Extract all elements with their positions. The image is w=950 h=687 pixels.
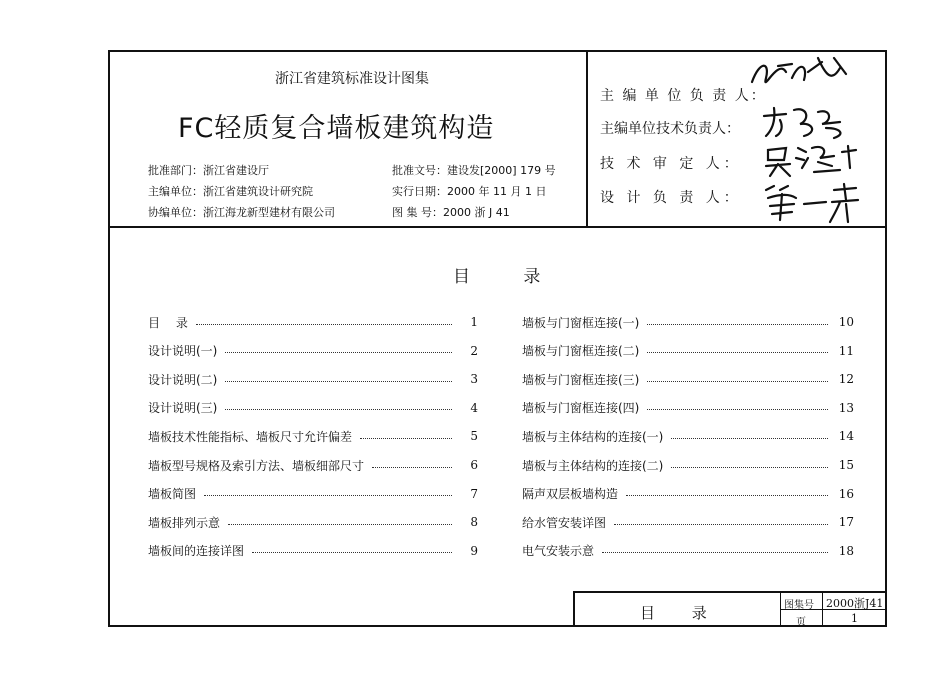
- toc-entry: [148, 484, 478, 504]
- toc-entry-label: 设计说明(三): [148, 401, 218, 416]
- toc-entry-label: 墙板技术性能指标、墙板尺寸允许偏差: [148, 429, 353, 444]
- effective-date: 实行日期：2000 年 11 月 1 日: [392, 185, 547, 198]
- toc-entry-page: 14: [838, 429, 854, 444]
- toc-leader-dots: [671, 467, 828, 468]
- toc-entry: [148, 512, 478, 532]
- toc-entry-label: 目 录: [148, 315, 188, 330]
- toc-entry: [522, 369, 854, 389]
- signature-chief-tech-head: [760, 98, 860, 140]
- toc-entry: [522, 341, 854, 361]
- toc-entry: [522, 484, 854, 504]
- toc-entry-label: 墙板与门窗框连接(三): [522, 372, 640, 387]
- toc-leader-dots: [614, 524, 828, 525]
- toc-leader-dots: [225, 381, 452, 382]
- toc-entry-page: 6: [470, 458, 478, 472]
- toc-entry-label: 墙板间的连接详图: [148, 544, 245, 559]
- toc-leader-dots: [372, 467, 452, 468]
- toc-entry: [522, 398, 854, 418]
- toc-leader-dots: [647, 409, 828, 410]
- toc-entry-label: 电气安装示意: [522, 544, 595, 559]
- chief-unit-head-label: 主 编 单 位 负 责 人：: [600, 88, 767, 104]
- toc-entry-label: 墙板与门窗框连接(二): [522, 344, 640, 359]
- atlas-number: 图 集 号：2000 浙 J 41: [392, 206, 510, 219]
- header-vertical-divider: [586, 50, 588, 227]
- toc-entry: [148, 541, 478, 561]
- toc-entry-label: 墙板与主体结构的连接(一): [522, 429, 664, 444]
- toc-entry-page: 10: [838, 315, 854, 329]
- approval-department: 批准部门：浙江省建设厅: [148, 164, 269, 177]
- toc-entry-page: 11: [838, 343, 854, 358]
- title-block-sheet-title: 目 录: [640, 604, 707, 622]
- toc-entry-page: 3: [470, 372, 478, 387]
- toc-title: 目 录: [453, 267, 541, 287]
- toc-entry-page: 15: [838, 458, 854, 472]
- page-value: 1: [851, 612, 858, 625]
- toc-entry-label: 隔声双层板墙构造: [522, 487, 619, 502]
- toc-entry-label: 墙板与主体结构的连接(二): [522, 458, 664, 473]
- editor-unit: 主编单位：浙江省建筑设计研究院: [148, 185, 313, 198]
- atlas-no-label: 图集号: [784, 600, 814, 611]
- atlas-no-value: 2000浙J41: [826, 597, 884, 610]
- toc-entry-page: 1: [470, 315, 478, 329]
- toc-entry: [148, 341, 478, 361]
- toc-leader-dots: [225, 409, 452, 410]
- toc-entry-page: 13: [838, 400, 854, 415]
- toc-leader-dots: [647, 352, 828, 353]
- series-title: 浙江省建筑标准设计图集: [275, 71, 429, 87]
- toc-leader-dots: [602, 552, 828, 553]
- toc-entry-page: 5: [470, 429, 478, 444]
- toc-leader-dots: [196, 324, 452, 325]
- signature-design-lead: [760, 180, 870, 224]
- page-label: 页: [796, 617, 806, 628]
- toc-entry-label: 墙板排列示意: [148, 515, 221, 530]
- design-lead-label: 设 计 负 责 人：: [600, 190, 742, 206]
- toc-entry-label: 墙板型号规格及索引方法、墙板细部尺寸: [148, 458, 365, 473]
- toc-entry-label: 设计说明(二): [148, 372, 218, 387]
- header-divider: [108, 226, 887, 228]
- toc-entry: [148, 369, 478, 389]
- toc-entry-label: 墙板简图: [148, 487, 197, 502]
- toc-entry: [148, 312, 478, 332]
- toc-leader-dots: [671, 438, 828, 439]
- toc-leader-dots: [647, 324, 828, 325]
- toc-leader-dots: [228, 524, 452, 525]
- toc-entry-page: 16: [838, 486, 854, 501]
- toc-leader-dots: [647, 381, 828, 382]
- toc-entry: [522, 312, 854, 332]
- chief-tech-head-label: 主编单位技术负责人：: [600, 121, 740, 137]
- page-title: FC轻质复合墙板建筑构造: [178, 113, 495, 144]
- toc-entry-label: 墙板与门窗框连接(一): [522, 315, 640, 330]
- toc-entry-page: 4: [470, 400, 478, 415]
- toc-entry-page: 17: [838, 515, 854, 530]
- toc-leader-dots: [252, 552, 452, 553]
- toc-entry-page: 9: [470, 543, 478, 558]
- approval-document-number: 批准文号：建设发[2000] 179 号: [392, 164, 556, 177]
- co-editor-unit: 协编单位：浙江海龙新型建材有限公司: [148, 206, 335, 219]
- signature-chief-unit-head: [748, 52, 858, 92]
- toc-entry-page: 2: [470, 343, 478, 358]
- toc-leader-dots: [626, 495, 828, 496]
- toc-leader-dots: [204, 495, 452, 496]
- toc-entry: [148, 398, 478, 418]
- toc-entry-page: 12: [838, 372, 854, 387]
- toc-entry: [522, 541, 854, 561]
- toc-entry: [148, 455, 478, 475]
- toc-entry: [522, 426, 854, 446]
- tech-reviewer-label: 技 术 审 定 人：: [600, 156, 742, 172]
- toc-entry-label: 墙板与门窗框连接(四): [522, 401, 640, 416]
- toc-leader-dots: [225, 352, 452, 353]
- signature-tech-reviewer: [762, 138, 862, 178]
- toc-entry-label: 给水管安装详图: [522, 515, 607, 530]
- toc-entry-label: 设计说明(一): [148, 344, 218, 359]
- toc-entry-page: 7: [470, 486, 478, 501]
- toc-leader-dots: [360, 438, 452, 439]
- toc-entry-page: 8: [470, 515, 478, 530]
- toc-entry: [522, 512, 854, 532]
- toc-entry: [522, 455, 854, 475]
- toc-entry-page: 18: [838, 543, 854, 558]
- toc-entry: [148, 426, 478, 446]
